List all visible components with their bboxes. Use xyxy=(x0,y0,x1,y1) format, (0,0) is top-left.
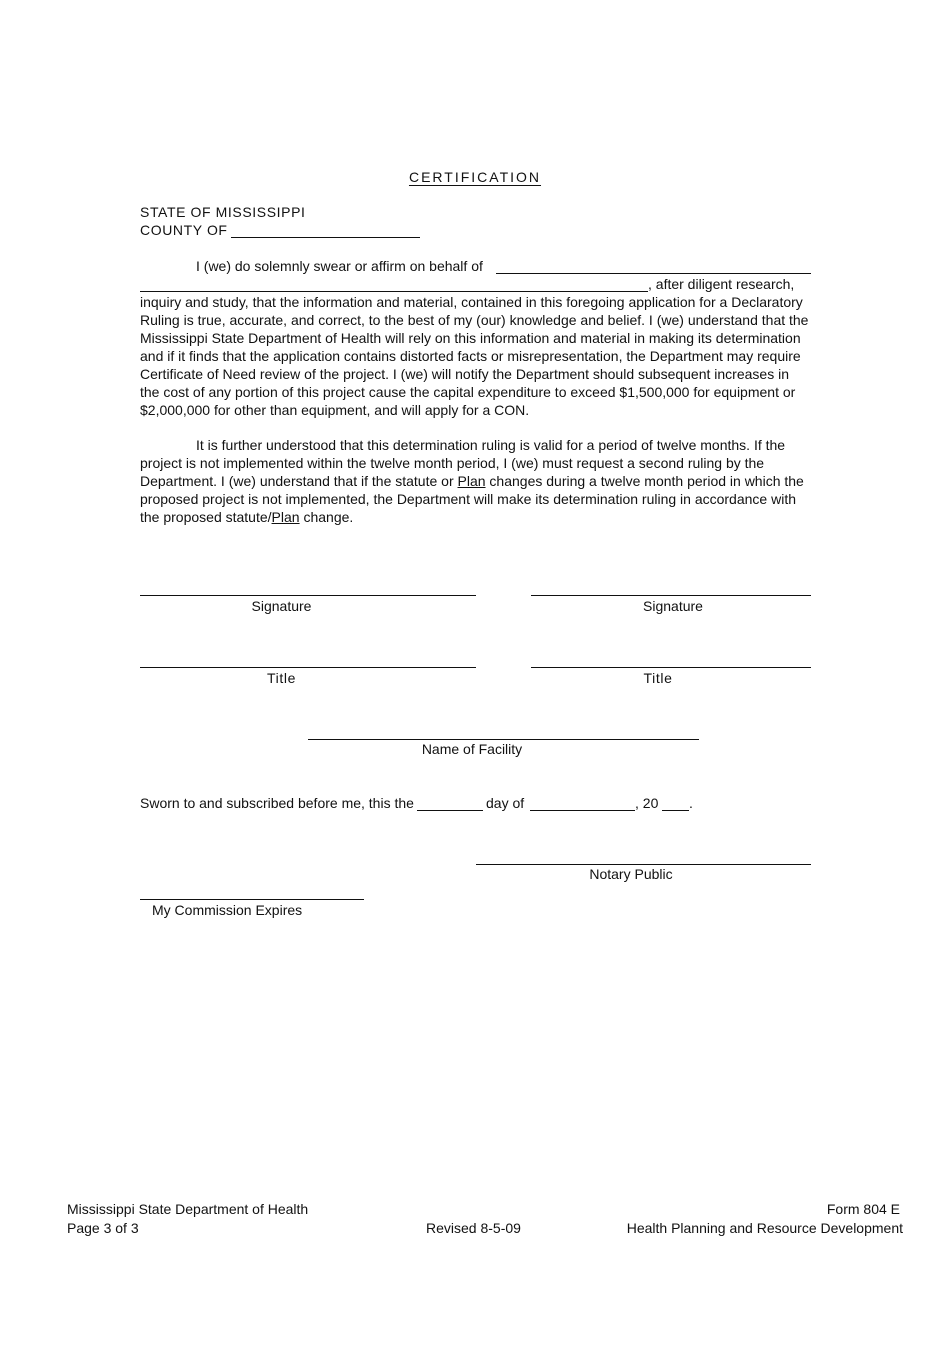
page-title: CERTIFICATION xyxy=(408,169,542,185)
oath-line2-tail: , after diligent research, xyxy=(648,276,795,292)
footer-department: Mississippi State Department of Health xyxy=(67,1201,309,1217)
behalf-of-field-line-1[interactable] xyxy=(496,273,811,274)
ruling-text-1: It is further understood that this determination ruling is valid for a period of twelve months. If the project is not implemented within the twelve month period, I (we) must request a second ruling by the Department. I (we) understand that if the statute or xyxy=(140,437,786,489)
plan-term: Plan xyxy=(271,509,300,525)
sworn-period: . xyxy=(689,795,693,811)
county-field-line[interactable] xyxy=(231,237,420,238)
oath-paragraph: inquiry and study, that the information and material, contained in this foregoing application for a Declaratory Ruling is true, accurate, and correct, to the best of my (our) knowledge and belief. I (we) understand that the Mississippi State Department of Health will rely on this information and material in making its determination and if it finds that the application contains distorted facts or misrepresentation, the Department may require Certificate of Need review of the project. I (we) will notify the Department should subsequent increases in the cost of any portion of this project cause the capital expenditure to exceed $1,500,000 for equipment or $2,000,000 for other than equipment, and will apply for a CON. xyxy=(140,294,809,418)
state-label: STATE OF MISSISSIPPI xyxy=(140,204,306,220)
day-field-line[interactable] xyxy=(417,810,483,811)
year-field-line[interactable] xyxy=(662,810,689,811)
title-line-right[interactable] xyxy=(531,667,811,668)
signature-line-right[interactable] xyxy=(531,595,811,596)
ruling-text-3: change. xyxy=(299,509,354,525)
facility-name-label: Name of Facility xyxy=(421,741,523,757)
county-label: COUNTY OF xyxy=(140,222,228,238)
sworn-lead-text: Sworn to and subscribed before me, this the xyxy=(140,795,414,811)
behalf-of-field-line-2[interactable] xyxy=(140,291,648,292)
notary-public-label: Notary Public xyxy=(589,866,673,882)
signature-label-right: Signature xyxy=(643,598,703,614)
signature-label-left: Signature xyxy=(251,598,312,614)
notary-signature-line[interactable] xyxy=(476,864,811,865)
title-label-right: Title xyxy=(643,670,673,686)
year-prefix-text: , 20 xyxy=(635,795,659,811)
oath-lead-text: I (we) do solemnly swear or affirm on behalf of xyxy=(196,258,483,274)
footer-page-number: Page 3 of 3 xyxy=(67,1220,139,1236)
signature-line-left[interactable] xyxy=(140,595,476,596)
title-label-left: Title xyxy=(267,670,296,686)
ruling-paragraph xyxy=(140,436,812,526)
month-field-line[interactable] xyxy=(530,810,635,811)
ruling-text-2: changes during a twelve month period in which the proposed project is not implemented, the Department will make its determination ruling in accordance with the proposed statute/ xyxy=(140,473,804,525)
plan-term: Plan xyxy=(457,473,486,489)
footer-revised: Revised 8-5-09 xyxy=(426,1220,521,1236)
commission-expires-label: My Commission Expires xyxy=(152,902,303,918)
commission-expires-line[interactable] xyxy=(140,899,364,900)
facility-name-line[interactable] xyxy=(308,739,699,740)
footer-division: Health Planning and Resource Development xyxy=(626,1220,903,1236)
title-line-left[interactable] xyxy=(140,667,476,668)
day-of-text: day of xyxy=(486,795,525,811)
footer-form-number: Form 804 E xyxy=(826,1201,900,1217)
